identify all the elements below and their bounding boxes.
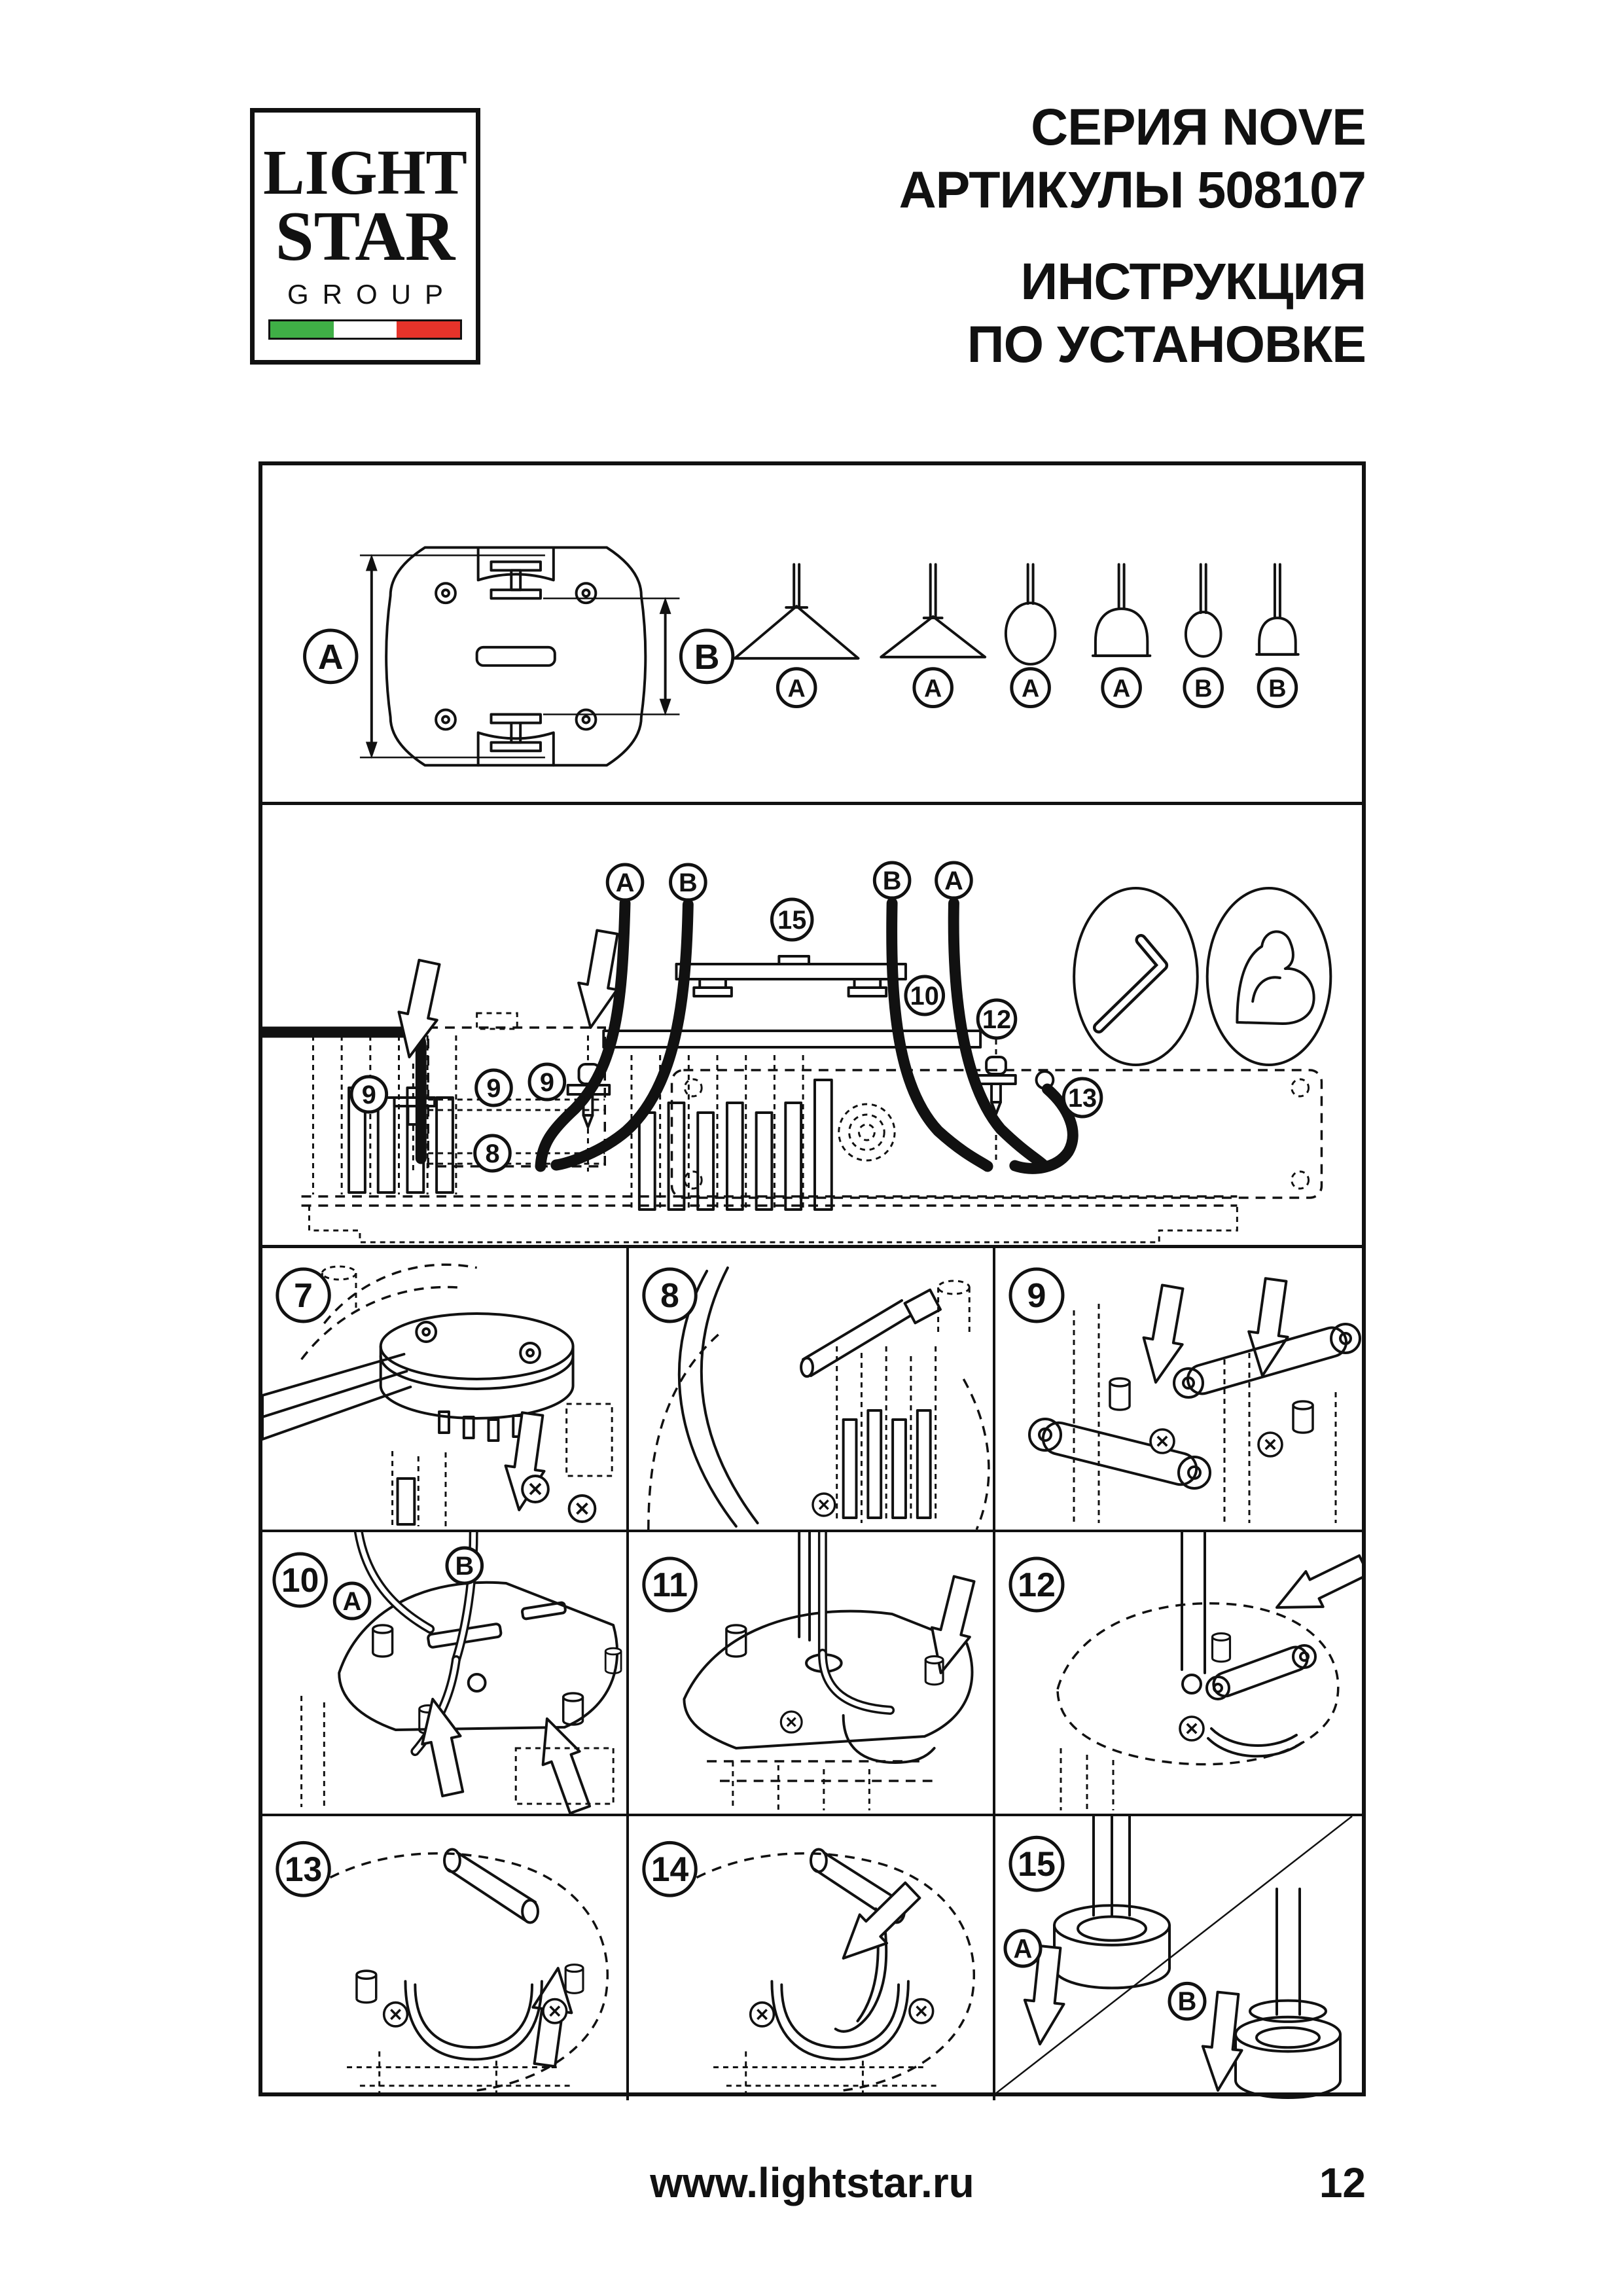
canopy-cap [381,1314,573,1418]
dim-a-label: A [317,637,344,677]
stud-icon [1110,1378,1130,1410]
screw-icon [1150,1429,1174,1453]
step-panel-7 [262,1248,629,1532]
screw-icon [1258,1433,1282,1456]
callout-cable-a-right: A [944,866,963,896]
assembly-diagram [262,805,1362,1245]
shade-sphere-large [1006,564,1055,664]
mount-plate-dashed [672,1070,1322,1198]
callout-cable-b-right: B [882,866,902,896]
strap [772,1981,908,2059]
logo-word-group: GROUP [287,279,457,310]
shade-dome-small [1257,564,1298,654]
step-11-drawing [629,1532,993,1814]
rod-into-canopy-b [1236,1889,1340,2098]
step-panel-13 [262,1816,629,2100]
instruction-frame [259,461,1366,2096]
dim-b-label: B [694,637,720,677]
callout-cable-b-left: B [679,868,698,898]
step-14-drawing [629,1816,993,2100]
shade-cone-small [881,564,985,656]
callout-15: 15 [777,905,807,935]
step-panel-14 [629,1816,995,2100]
screw-icon [751,2003,774,2026]
suspension-rail-15 [676,956,905,996]
step-15-label-a: A [1013,1933,1033,1964]
allen-key-icon [1099,940,1162,1028]
step-grid [262,1248,1362,2100]
callout-10: 10 [910,981,939,1011]
screw-icon [910,2000,933,2023]
title-line-1: ИНСТРУКЦИЯ [1020,252,1366,310]
shade-label-4: A [1112,675,1131,703]
panel-assembly [262,805,1362,1248]
document-header [899,96,1366,376]
screw-icon [569,1496,596,1522]
stud-icon [565,1965,583,1994]
shade-label-2: A [924,675,942,703]
step-10-drawing [262,1532,626,1814]
dimension-b [543,597,733,715]
step-15-drawing [995,1816,1362,2100]
panel-overview [262,465,1362,805]
link-bar-lower [1029,1419,1210,1488]
down-arrow-icon [1243,1277,1295,1378]
overview-diagram [262,465,1362,802]
stud-icon [1293,1401,1313,1433]
logo-word-star: STAR [275,198,455,276]
plate-dashed [1058,1604,1338,1765]
articles-line: АРТИКУЛЫ 508107 [899,160,1366,219]
left-arrow-icon [1268,1547,1362,1625]
shade-label-3: A [1021,675,1040,703]
step-8-drawing [629,1248,993,1530]
shade-label-6: B [1268,675,1287,703]
callout-12: 12 [982,1005,1012,1035]
mount-plate-drawing [386,548,645,766]
callout-cable-a-left: A [615,868,635,898]
flag-green-stripe [270,321,334,338]
screw-icon [543,2000,567,2023]
shade-types [735,564,1298,706]
footer-website: www.lightstar.ru [650,2159,974,2206]
step-number: 7 [294,1276,313,1315]
step-number: 15 [1018,1845,1056,1884]
logo-word-light: LIGHT [263,137,467,207]
step-15-label-b: B [1177,1986,1197,2017]
footer-page-number: 12 [1319,2159,1366,2206]
screw-holes [436,583,596,729]
screw-icon [522,1476,548,1502]
screw-icon [1180,1717,1204,1740]
screw-icon [813,1494,835,1516]
italian-flag-bar [268,319,462,340]
step-number: 8 [660,1276,679,1315]
shade-sphere-small [1186,564,1221,656]
title-line-2: ПО УСТАНОВКЕ [967,315,1366,373]
step-10-label-b: B [455,1551,474,1581]
callout-8: 8 [485,1139,500,1169]
stud-icon [1213,1634,1230,1662]
shade-label-1: A [787,675,806,703]
screw-icon [384,2003,408,2026]
dimension-a [305,554,545,759]
step-number: 10 [281,1560,319,1600]
step-panel-11 [629,1532,995,1816]
flag-white-stripe [334,321,397,338]
rod-sleeve [444,1849,538,1922]
lightstar-logo [250,108,480,365]
stud-icon [605,1648,621,1673]
step-number: 13 [284,1850,323,1890]
step-9-drawing [995,1248,1362,1530]
center-slot [477,647,555,666]
step-number: 9 [1027,1277,1046,1315]
callout-9-a: 9 [361,1080,376,1110]
stud-icon [373,1625,393,1657]
step-number: 11 [652,1565,688,1604]
header-gap [899,221,1366,250]
step-panel-9 [995,1248,1362,1532]
step-7-drawing [262,1248,626,1530]
screw-icon [781,1712,802,1732]
rod-into-canopy-a [1054,1816,1169,1988]
flag-red-stripe [397,321,460,338]
step-13-drawing [262,1816,626,2100]
shade-type-labels [777,669,1296,707]
stud-icon [357,1971,376,2002]
shade-dome-large [1093,564,1150,655]
muscle-arm-icon [1237,931,1313,1024]
series-line: СЕРИЯ NOVE [1031,98,1366,156]
step-panel-8 [629,1248,995,1532]
guide-tube [803,1300,910,1376]
callout-9-c: 9 [486,1073,501,1103]
step-panel-12 [995,1532,1362,1816]
strap [405,1981,542,2059]
step-12-drawing [995,1532,1362,1814]
cable-through-plate [823,1532,890,1710]
shade-label-5: B [1194,675,1213,703]
step-panel-10 [262,1532,629,1816]
callout-9-b: 9 [539,1067,554,1098]
shade-cone-large [735,564,859,658]
step-number: 14 [651,1850,689,1890]
callout-13: 13 [1067,1083,1097,1113]
step-panel-15 [995,1816,1362,2100]
tool-badges [1074,888,1330,1065]
cross-bar-10 [603,1031,980,1047]
strap [1208,1729,1302,1756]
step-number: 12 [1018,1566,1056,1604]
step-10-label-a: A [342,1587,362,1617]
link-bracket [1207,1643,1315,1699]
